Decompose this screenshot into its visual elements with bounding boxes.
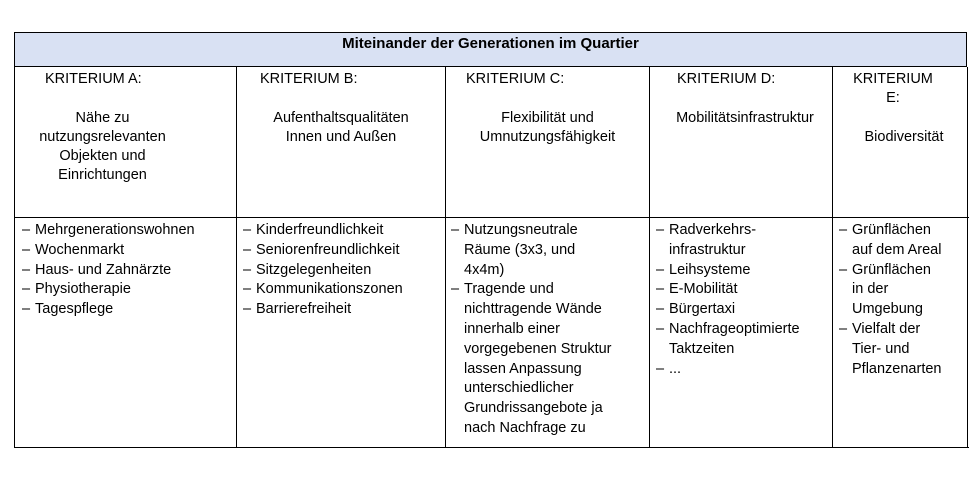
criterion-a-label: KRITERIUM A:	[45, 71, 142, 87]
list-item: – Kommunikationszonen	[243, 281, 403, 298]
criterion-b-label: KRITERIUM B:	[260, 71, 358, 87]
list-item: – Grünflächen in der Umgebung	[839, 261, 931, 318]
criterion-c-header	[446, 67, 649, 217]
list-item: – Vielfalt der Tier- und Pflanzenarten	[839, 320, 942, 377]
criterion-c-label: KRITERIUM C:	[466, 71, 565, 87]
list-item: – E-Mobilität	[656, 281, 738, 298]
table-border-bottom	[14, 447, 969, 448]
list-item: – ...	[656, 360, 682, 377]
list-item: – Wochenmarkt	[22, 241, 125, 258]
criterion-d-label: KRITERIUM D:	[677, 71, 776, 87]
criterion-a-items	[22, 221, 234, 320]
list-item: – Bürgertaxi	[656, 301, 736, 318]
criterion-e-label: KRITERIUM E:	[853, 71, 933, 106]
list-item: – Barrierefreiheit	[243, 301, 352, 318]
header-divider	[14, 217, 969, 218]
list-item: – Mehrgenerationswohnen	[22, 222, 195, 238]
list-item: – Leihsysteme	[656, 261, 751, 278]
criterion-d-header	[650, 67, 832, 217]
criterion-c-description: Flexibilität und Umnutzungsfähigkeit	[479, 110, 616, 145]
criteria-table	[14, 32, 969, 448]
criterion-d-items	[656, 221, 832, 379]
criterion-b-description: Aufenthaltsqualitäten Innen und Außen	[273, 110, 409, 145]
table-border-right	[967, 67, 968, 448]
criterion-d-description: Mobilitätsinfrastruktur	[676, 110, 814, 126]
list-item: – Sitzgelegenheiten	[243, 261, 372, 278]
criterion-b-header	[237, 67, 445, 217]
criterion-c-items	[451, 221, 647, 439]
criterion-e-description: Biodiversität	[864, 129, 944, 145]
list-item: – Grünflächen auf dem Areal	[839, 222, 942, 258]
list-item: – Seniorenfreundlichkeit	[243, 241, 400, 258]
table-title: Miteinander der Generationen im Quartier	[342, 35, 639, 52]
list-item: – Physiotherapie	[22, 281, 131, 298]
criterion-a-header	[15, 67, 236, 217]
criterion-b-items	[243, 221, 443, 320]
criterion-a-description: Nähe zu nutzungsrelevanten Objekten und Einrichtungen	[39, 110, 166, 183]
criterion-e-items	[839, 221, 967, 379]
list-item: – Haus- und Zahnärzte	[22, 261, 172, 278]
list-item: – Nutzungsneutrale Räume (3x3, und 4x4m)	[451, 222, 578, 278]
list-item: – Tagespflege	[22, 301, 114, 318]
list-item: – Radverkehrs- infrastruktur	[656, 222, 757, 258]
list-item: – Tragende und nichttragende Wände innerhalb einer vorgegebenen Struktur lassen Anpassung unterschiedlicher Grundrissangebote ja nach Nachfrage zu	[451, 281, 612, 436]
criterion-e-header	[833, 67, 967, 217]
list-item: – Nachfrageoptimierte Taktzeiten	[656, 320, 800, 357]
table-title-bar	[14, 32, 967, 67]
list-item: – Kinderfreundlichkeit	[243, 222, 384, 238]
